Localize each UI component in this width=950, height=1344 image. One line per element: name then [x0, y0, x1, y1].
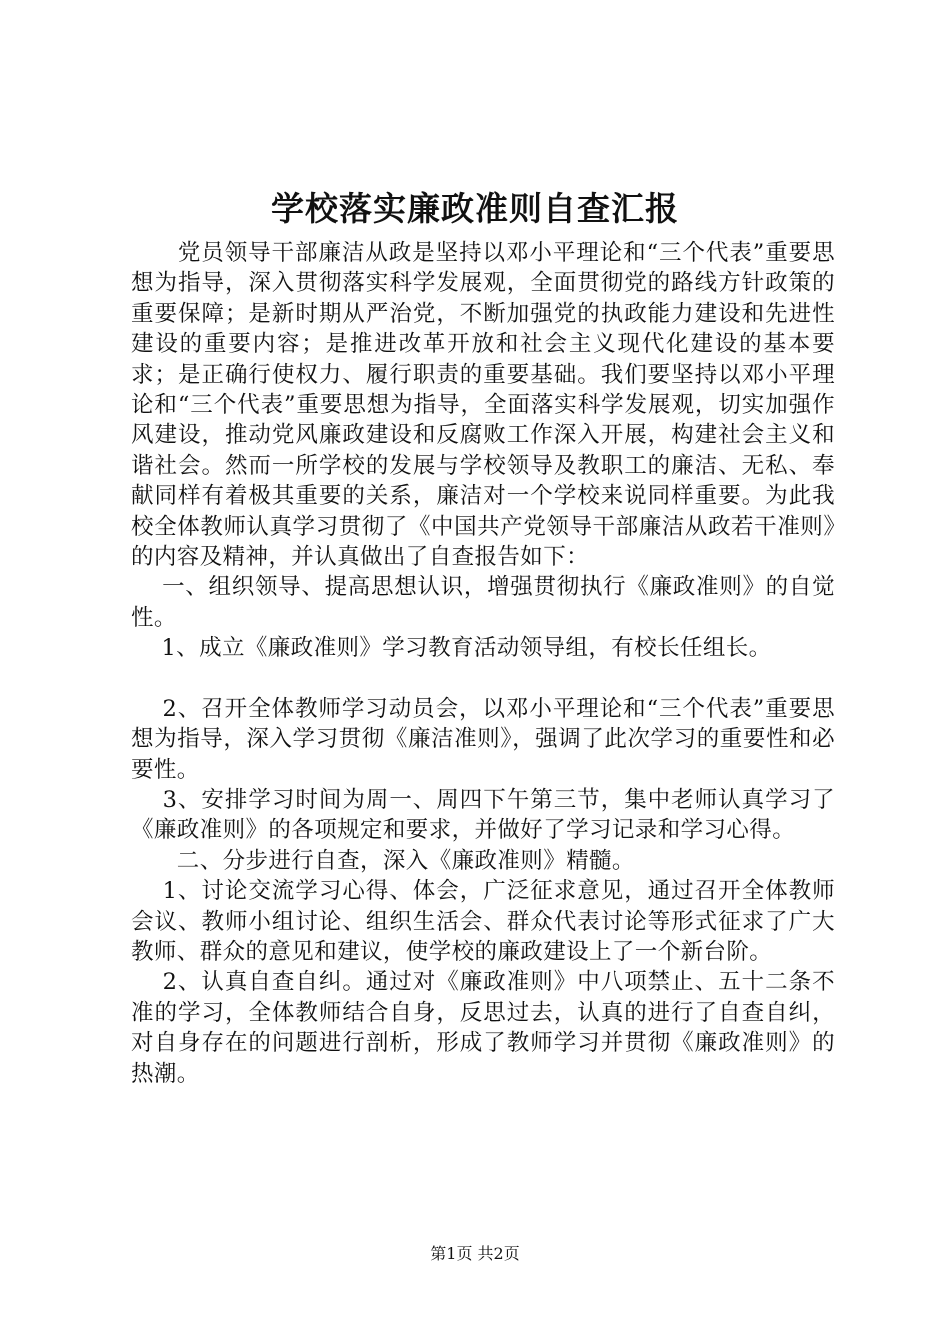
item-2-paragraph: 2、召开全体教师学习动员会，以邓小平理论和“三个代表”重要思想为指导，深入学习贯彻《廉洁准则》，强调了此次学习的重要性和必要性。 [131, 695, 835, 783]
item-3-paragraph: 3、安排学习时间为周一、周四下午第三节，集中老师认真学习了《廉政准则》的各项规定和要求，并做好了学习记录和学习心得。 [131, 786, 835, 844]
document-title: 学校落实廉政准则自查汇报 [271, 189, 679, 228]
section-two-item-1-paragraph: 1、讨论交流学习心得、体会，广泛征求意见，通过召开全体教师会议、教师小组讨论、组织生活会、群众代表讨论等形式征求了广大教师、群众的意见和建议，使学校的廉政建设上了一个新台阶。 [131, 878, 835, 965]
section-two-item-2-paragraph: 2、认真自查自纠。通过对《廉政准则》中八项禁止、五十二条不准的学习，全体教师结合自身，反思过去，认真的进行了自查自纠，对自身存在的问题进行剖析，形成了教师学习并贯彻《廉政准则》的热潮。 [131, 969, 835, 1087]
document-body [131, 238, 835, 1089]
intro-paragraph: 党员领导干部廉洁从政是坚持以邓小平理论和“三个代表”重要思想为指导，深入贯彻落实科学发展观，全面贯彻党的路线方针政策的重要保障；是新时期从严治党，不断加强党的执政能力建设和先进性建设的重要内容；是推进改革开放和社会主义现代化建设的基本要求；是正确行使权力、履行职责的重要基础。我们要坚持以邓小平理论和“三个代表”重要思想为指导，全面落实科学发展观，切实加强作风建设，推动党风廉政建设和反腐败工作深入开展，构建社会主义和谐社会。然而一所学校的发展与学校领导及教职工的廉洁、无私、奉献同样有着极其重要的关系，廉洁对一个学校来说同样重要。为此我校全体教师认真学习贯彻了《中国共产党领导干部廉洁从政若干准则》的内容及精神，并认真做出了自查报告如下： [131, 240, 835, 571]
item-1-paragraph: 1、成立《廉政准则》学习教育活动领导组，有校长任组长。 [131, 635, 772, 662]
section-two-heading: 二、分步进行自查，深入《廉政准则》精髓。 [131, 847, 635, 874]
page-footer: 第1页 共2页 [430, 1244, 520, 1263]
blank-line [131, 664, 835, 694]
section-one-heading: 一、组织领导、提高思想认识，增强贯彻执行《廉政准则》的自觉性。 [131, 574, 835, 631]
